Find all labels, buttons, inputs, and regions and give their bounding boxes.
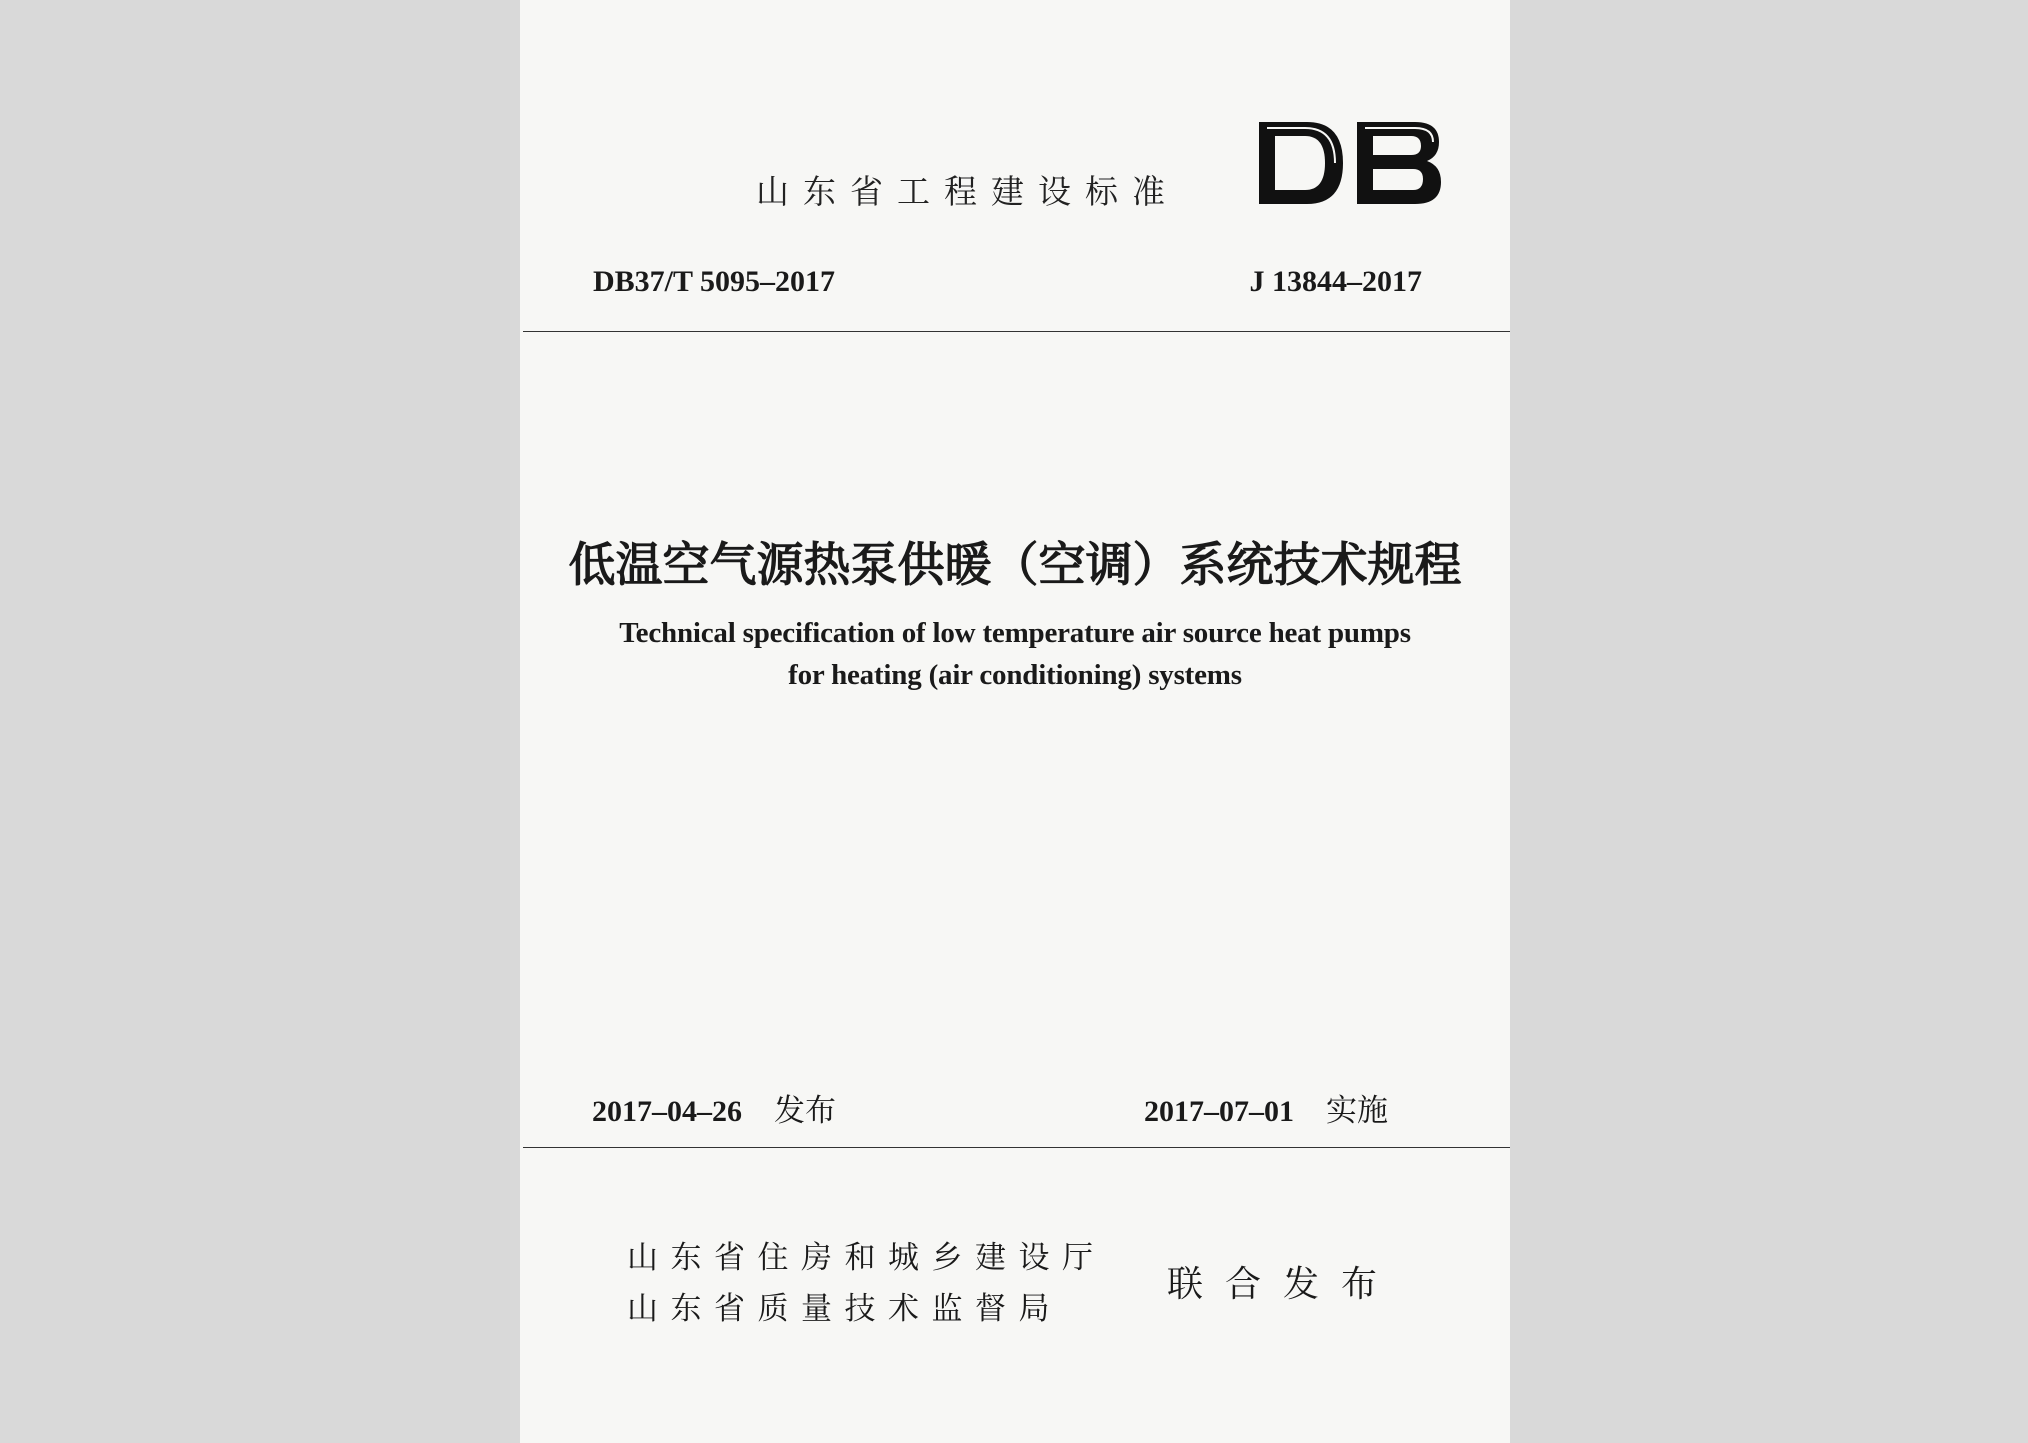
title-chinese: 低温空气源热泵供暖（空调）系统技术规程	[568, 538, 1462, 593]
effective-date-row	[1144, 1085, 1388, 1130]
issuer-housing-department: 山东省住房和城乡建设厅	[627, 1240, 1106, 1276]
bottom-divider	[523, 1147, 1510, 1148]
joint-issue-label: 联合发布	[1167, 1264, 1400, 1305]
standard-category-label: 山东省工程建设标准	[756, 172, 1179, 211]
record-code: J 13844–2017	[1249, 265, 1422, 298]
top-divider	[523, 331, 1510, 332]
title-english-line1: Technical specification of low temperature air source heat pumps	[619, 617, 1411, 649]
effective-label: 实施	[1326, 1093, 1388, 1129]
db-logo	[1255, 118, 1445, 208]
issue-date-row	[592, 1085, 836, 1130]
issuer-quality-bureau: 山东省质量技术监督局	[627, 1291, 1062, 1327]
effective-date: 2017–07–01	[1144, 1095, 1294, 1128]
standard-code: DB37/T 5095–2017	[593, 265, 835, 298]
issue-label: 发布	[774, 1093, 836, 1129]
title-english-line2: for heating (air conditioning) systems	[788, 659, 1242, 691]
document-cover	[520, 0, 1510, 1443]
issue-date: 2017–04–26	[592, 1095, 742, 1128]
